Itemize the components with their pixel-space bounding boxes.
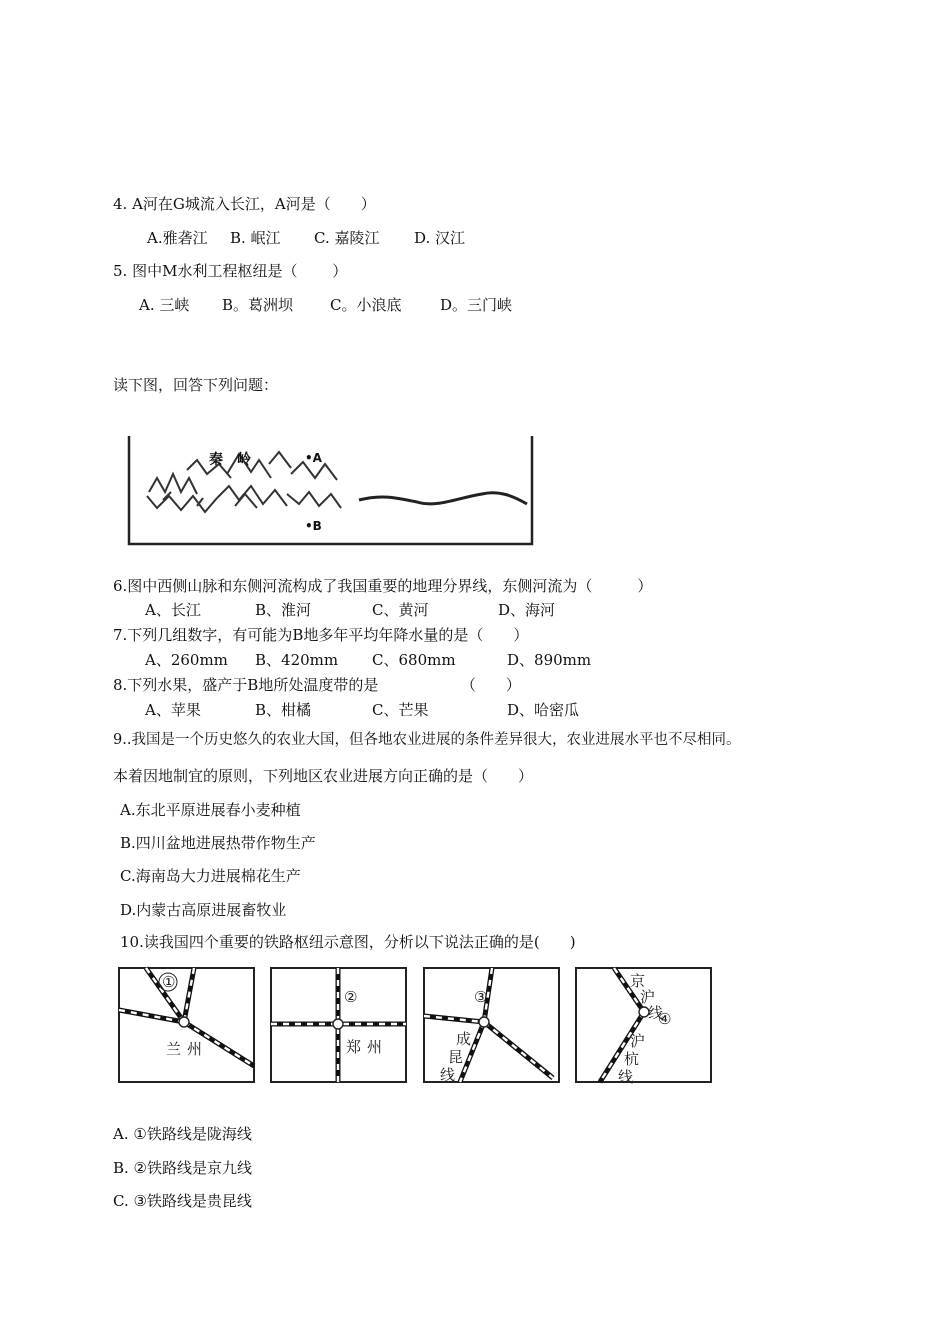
- question-9-stem-line1: 9..我国是一个历史悠久的农业大国，但各地农业进展的条件差异很大，农业进展水平也不尽相同。: [113, 732, 741, 748]
- hub-box-shanghai: [576, 968, 711, 1084]
- hub-4-line1-char-2: 沪: [640, 988, 656, 1006]
- hub-1-number: ①: [162, 973, 176, 991]
- qinling-figure: [127, 434, 535, 546]
- hub-box-chengdu: [424, 968, 559, 1084]
- hub-box-lanzhou: [119, 968, 254, 1082]
- question-10-stem: 10.读我国四个重要的铁路枢纽示意图，分析以下说法正确的是( ): [120, 933, 576, 951]
- hub-4-line2-char-3: 线: [618, 1068, 634, 1084]
- q9-option-c: C.海南岛大力进展棉花生产: [120, 867, 301, 885]
- q10-option-c: C. ③铁路线是贵昆线: [113, 1192, 252, 1210]
- question-4-stem: 4. A河在G城流入长江，A河是（ ）: [113, 195, 376, 213]
- q7-option-d: D、890mm: [507, 651, 592, 669]
- section-intro: 读下图，回答下列问题：: [113, 376, 279, 394]
- q7-option-b: B、420mm: [255, 651, 339, 669]
- q4-option-c: C. 嘉陵江: [314, 229, 380, 247]
- q9-option-d: D.内蒙古高原进展畜牧业: [120, 901, 287, 919]
- question-6-stem: 6.图中西侧山脉和东侧河流构成了我国重要的地理分界线，东侧河流为（ ）: [113, 577, 653, 595]
- hub-3-line-char-1: 成: [456, 1030, 472, 1048]
- q8-option-d: D、哈密瓜: [507, 701, 580, 719]
- q6-option-b: B、淮河: [255, 601, 312, 619]
- hub-4-line1-char-1: 京: [630, 972, 646, 990]
- hub-4-line2-char-2: 杭: [624, 1050, 640, 1068]
- q4-option-a: A.雅砻江: [147, 229, 208, 247]
- q4-option-b: B. 岷江: [230, 229, 281, 247]
- q5-option-b: B。葛洲坝: [222, 296, 294, 314]
- point-b-label: •B: [305, 519, 322, 533]
- hub-3-number: ③: [474, 988, 488, 1006]
- hub-4-line1-char-3: 线: [648, 1004, 664, 1022]
- question-9-stem-line2: 本着因地制宜的原则，下列地区农业进展方向正确的是（ ）: [113, 767, 534, 785]
- hub-2-number: ②: [344, 988, 358, 1006]
- question-8-stem: 8.下列水果，盛产于B地所处温度带的是 （ ）: [113, 676, 521, 694]
- hub-4-line2-char-1: 沪: [630, 1032, 646, 1050]
- q7-option-c: C、680mm: [372, 651, 456, 669]
- q9-option-b: B.四川盆地进展热带作物生产: [120, 834, 316, 852]
- hub-4-number: ④: [658, 1010, 672, 1028]
- question-7-stem: 7.下列几组数字，有可能为B地多年平均年降水量的是（ ）: [113, 626, 529, 644]
- q8-option-a: A、苹果: [145, 701, 201, 719]
- q5-option-a: A. 三峡: [139, 296, 190, 314]
- q8-option-c: C、芒果: [372, 701, 429, 719]
- q10-option-b: B. ②铁路线是京九线: [113, 1159, 253, 1177]
- q4-option-d: D. 汉江: [414, 229, 466, 247]
- q5-option-c: C。小浪底: [330, 296, 402, 314]
- question-5-stem: 5. 图中M水利工程枢纽是（ ）: [113, 262, 348, 280]
- q8-option-b: B、柑橘: [255, 701, 312, 719]
- hub-1-city: 兰州: [166, 1040, 209, 1058]
- q5-option-d: D。三门峡: [440, 296, 513, 314]
- q6-option-a: A、长江: [145, 601, 201, 619]
- hub-box-zhengzhou: [271, 968, 406, 1082]
- q10-option-a: A. ①铁路线是陇海线: [113, 1125, 252, 1143]
- q6-option-c: C、黄河: [372, 601, 429, 619]
- point-a-label: •A: [305, 451, 322, 465]
- hub-3-line-char-3: 线: [440, 1066, 456, 1084]
- q7-option-a: A、260mm: [145, 651, 228, 669]
- railway-hubs-figure: [118, 966, 714, 1084]
- q9-option-a: A.东北平原进展春小麦种植: [120, 801, 301, 819]
- hub-3-line-char-2: 昆: [448, 1048, 464, 1066]
- mountain-label: 秦 岭: [209, 452, 251, 468]
- hub-2-city: 郑州: [346, 1038, 389, 1056]
- q6-option-d: D、海河: [498, 601, 556, 619]
